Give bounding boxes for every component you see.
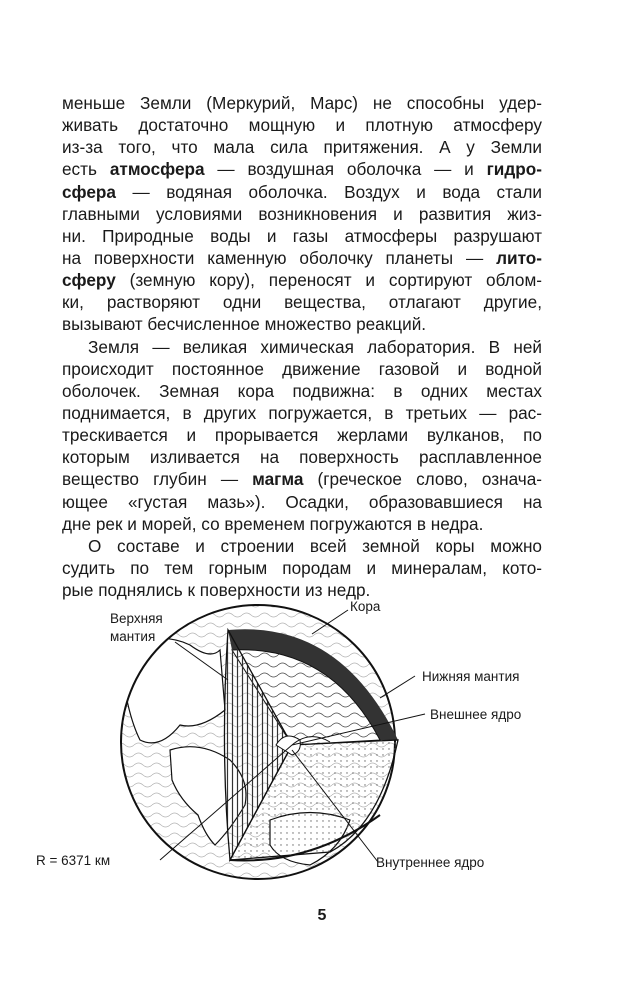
text-line [62,380,542,402]
text-line [62,203,542,225]
text-segment: Земля — великая химическая лаборатория. В ней [88,336,542,357]
text-line [62,358,542,380]
label-inner-core: Внутреннее ядро [376,855,485,870]
text-segment: трескивается и прорывается жерлами вулканов, по [62,425,542,446]
text-line [62,402,542,424]
text-line [62,136,542,158]
text-line [62,468,542,490]
text-line [62,114,542,136]
bold-term: лито- [496,247,542,268]
text-line [62,557,542,579]
text-segment: на поверхности каменную оболочку планеты — [62,247,497,268]
text-segment: главными условиями возникновения и развития жиз- [62,203,542,224]
text-line [62,513,542,535]
text-segment: которым изливается на поверхность расплавленное [62,447,542,468]
text-segment: — воздушная оболочка — и [204,159,487,180]
text-line [62,92,542,114]
text-segment: дне рек и морей, со временем погружаются в недра. [62,513,484,534]
label-radius: R = 6371 км [36,853,111,868]
text-segment: меньше Земли (Меркурий, Марс) не способны удер- [62,93,542,113]
text-segment: вещество глубин — [62,469,253,490]
text-line [62,446,542,468]
text-segment: (греческое слово, означа- [303,469,542,490]
text-line [62,336,542,358]
bold-term: магма [252,469,304,490]
cutaway-wedge [224,629,398,860]
label-crust: Кора [350,599,381,614]
text-line [62,225,542,247]
text-line [62,247,542,269]
text-segment: есть [62,159,110,180]
text-segment: судить по тем горным породам и минералам, кото- [62,557,542,578]
text-segment: живать достаточно мощную и плотную атмосферу [62,115,542,136]
label-outer-core: Внешнее ядро [430,707,522,722]
text-segment: О составе и строении всей земной коры можно [88,535,542,556]
text-line [62,535,542,557]
label-upper-mantle: Верхняя [110,611,163,626]
label-lower-mantle: Нижняя мантия [422,669,520,684]
text-line [62,158,542,180]
text-segment: — водяная оболочка. Воздух и вода стали [116,181,542,202]
text-segment: вызывают бесчисленное множество реакций. [62,314,427,335]
text-line [62,291,542,313]
body-text [62,92,542,601]
text-segment: (земную кору), переносят и сортируют облом- [115,270,542,291]
bold-term: сферу [62,270,116,291]
text-line [62,491,542,513]
text-segment: поднимается, в других погружается, в третьих — рас- [62,402,542,423]
bold-term: гидро- [486,159,542,180]
page-number: 5 [317,907,327,924]
text-line [62,269,542,291]
text-line [62,313,542,335]
bold-term: атмосфера [109,159,205,180]
bold-term: сфера [62,181,116,202]
text-segment: ющее «густая мазь»). Осадки, образовавшиеся на [62,491,542,512]
text-segment: из-за того, что мала сила притяжения. А у Земли [62,137,542,158]
text-line [62,181,542,203]
label-upper-mantle-line2: мантия [110,629,156,644]
text-segment: ки, растворяют одни вещества, отлагают другие, [62,292,542,313]
text-line [62,424,542,446]
text-segment: оболочек. Земная кора подвижна: в одних местах [62,380,542,401]
text-segment: рые поднялись к поверхности из недр. [62,580,371,601]
text-segment: происходит постоянное движение газовой и водной [62,358,542,379]
text-segment: ни. Природные воды и газы атмосферы разрушают [62,225,542,246]
